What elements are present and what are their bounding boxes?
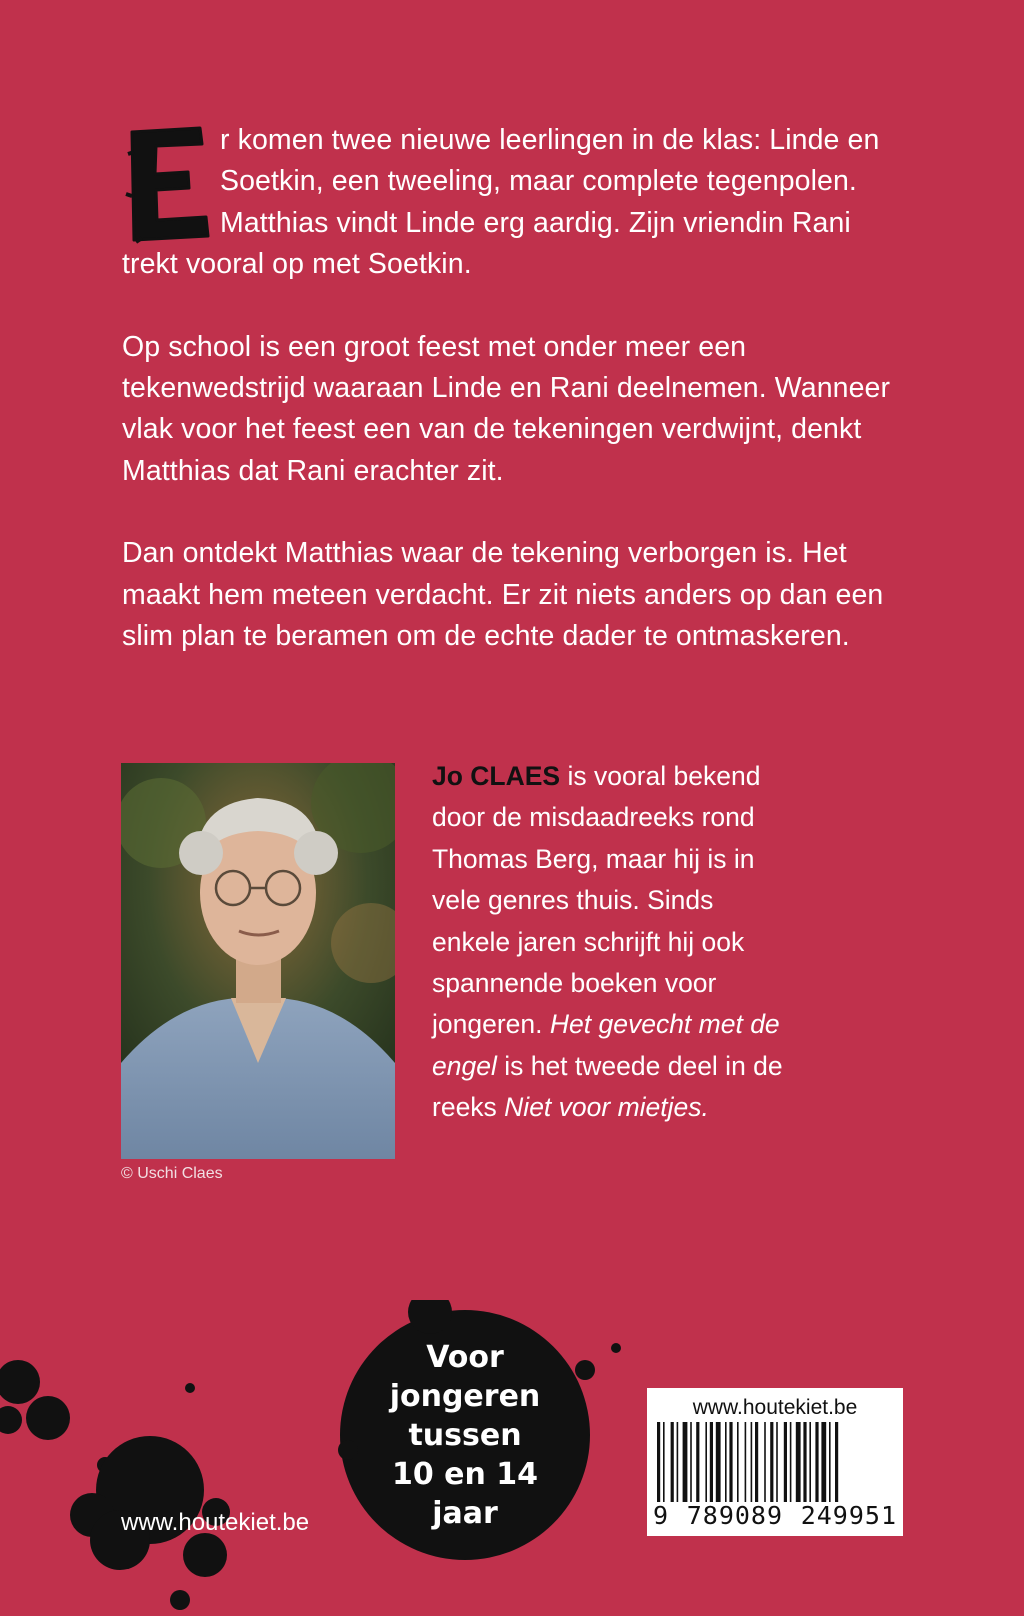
badge-line-4: 10 en 14 [391,1456,539,1492]
badge-line-3: tussen [408,1417,522,1453]
badge-line-1: Voor [426,1339,504,1375]
badge-line-5: jaar [432,1495,498,1531]
author-bio [432,756,792,1129]
synopsis-text-1: r komen twee nieuwe leerlingen in de klas: Linde en Soetkin, een tweeling, maar complete tegenpolen. Matthias vindt Linde erg aardig. Zijn vriendin Rani trekt vooral op met Soetkin. [122,124,880,281]
synopsis [122,120,912,657]
drop-cap-letter [122,124,210,244]
bio-text-2: is het tweede deel in de reeks [432,1050,783,1123]
synopsis-paragraph-3: Dan ontdekt Matthias waar de tekening verborgen is. Het maakt hem meteen verdacht. Er zit niets anders op dan een slim plan te beramen om de echte dader te ontmaskeren. [122,537,884,653]
series-title: Niet voor mietjes. [504,1092,709,1123]
author-name: Jo CLAES [432,761,561,791]
isbn-group-2: 249951 [800,1501,897,1530]
age-badge [340,1310,590,1560]
isbn-barcode [647,1388,903,1536]
barcode-bars [657,1422,893,1502]
synopsis-paragraph-1 [122,120,912,286]
bio-text-1: is vooral bekend door de misdaadreeks rond Thomas Berg, maar hij is in vele genres thuis. Sinds enkele jaren schrijft hij ook spannende boeken voor jongeren. [432,761,761,1040]
author-photo [121,763,395,1159]
photo-credit: © Uschi Claes [121,1165,223,1182]
isbn-first-digit: 9 [653,1501,670,1530]
book-title: Het gevecht met de engel [432,1009,780,1081]
barcode-website: www.houtekiet.be [692,1396,858,1419]
isbn-group-1: 789089 [686,1501,784,1530]
isbn-number [653,1501,897,1530]
synopsis-paragraph-2: Op school is een groot feest met onder meer een tekenwedstrijd waaraan Linde en Rani deelnemen. Wanneer vlak voor het feest een van de tekeningen verdwijnt, denkt Matthias dat Rani erachter zit. [122,330,891,487]
badge-line-2: jongeren [389,1378,541,1414]
publisher-website: www.houtekiet.be [121,1509,310,1536]
